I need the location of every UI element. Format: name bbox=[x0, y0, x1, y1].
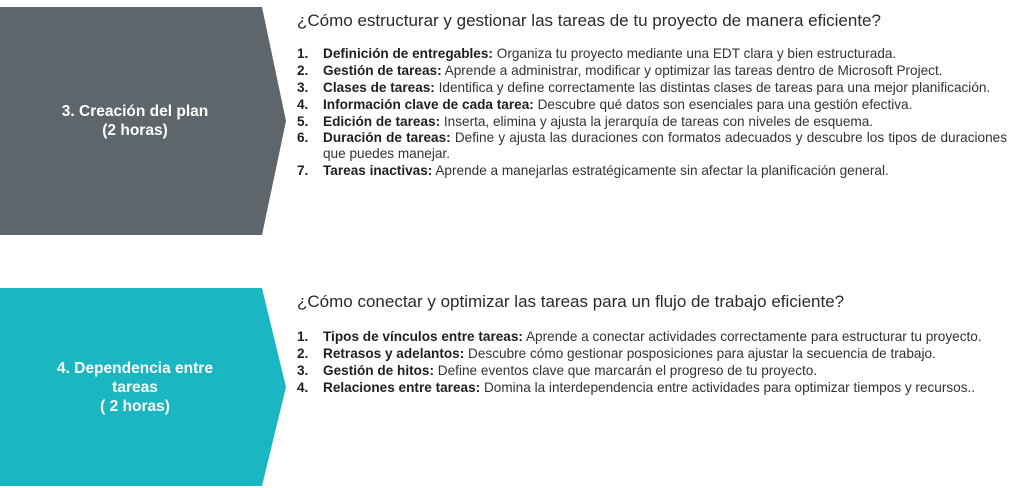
module-title-line: 4. Dependencia entre bbox=[57, 359, 213, 377]
item-text: Descubre cómo gestionar posposiciones para ajustar la secuencia de trabajo. bbox=[464, 345, 936, 361]
module-title bbox=[0, 7, 270, 235]
list-item bbox=[297, 46, 1007, 62]
item-number: 1. bbox=[297, 329, 309, 344]
module-title-line: tareas bbox=[112, 378, 158, 396]
module-creacion-plan bbox=[0, 7, 1024, 235]
item-term: Gestión de hitos: bbox=[323, 362, 435, 378]
item-number: 4. bbox=[297, 96, 309, 112]
item-number: 3. bbox=[297, 79, 309, 95]
chevron-banner bbox=[0, 288, 290, 486]
item-number: 2. bbox=[297, 345, 309, 361]
list-item bbox=[297, 380, 1007, 396]
item-text: Define y ajusta las duraciones con formatos adecuados y descubre los tipos de duraciones que puedes manejar. bbox=[323, 130, 1007, 162]
list-item bbox=[297, 63, 1007, 79]
module-content bbox=[297, 291, 1007, 397]
item-text: Descubre qué datos son esenciales para una gestión efectiva. bbox=[533, 96, 913, 112]
item-number: 2. bbox=[297, 62, 309, 78]
item-term: Duración de tareas: bbox=[323, 130, 451, 146]
item-number: 3. bbox=[297, 362, 309, 378]
item-term: Tipos de vínculos entre tareas: bbox=[323, 329, 523, 344]
item-term: Definición de entregables: bbox=[323, 46, 493, 61]
item-number: 1. bbox=[297, 46, 309, 61]
module-question: ¿Cómo conectar y optimizar las tareas para un flujo de trabajo eficiente? bbox=[297, 292, 845, 311]
module-title-line: (2 horas) bbox=[102, 122, 168, 139]
chevron-banner bbox=[0, 7, 290, 235]
list-item bbox=[297, 97, 1007, 113]
list-item bbox=[297, 163, 1007, 179]
list-item bbox=[297, 346, 1007, 362]
topic-list bbox=[297, 329, 1007, 395]
item-term: Tareas inactivas: bbox=[323, 162, 433, 178]
item-number: 7. bbox=[297, 162, 309, 178]
item-number: 4. bbox=[297, 379, 309, 395]
item-text: Domina la interdependencia entre actividades para optimizar tiempos y recursos.. bbox=[480, 379, 976, 395]
item-term: Relaciones entre tareas: bbox=[323, 379, 481, 395]
item-text: Define eventos clave que marcarán el progreso de tu proyecto. bbox=[434, 362, 818, 378]
module-content bbox=[297, 10, 1007, 180]
list-item bbox=[297, 114, 1007, 130]
item-text: Aprende a manejarlas estratégicamente sin afectar la planificación general. bbox=[432, 162, 889, 178]
item-text: Organiza tu proyecto mediante una EDT clara y bien estructurada. bbox=[492, 46, 897, 61]
module-title-line: ( 2 horas) bbox=[100, 397, 170, 415]
list-item bbox=[297, 363, 1007, 379]
topic-list bbox=[297, 46, 1007, 179]
list-item bbox=[297, 329, 1007, 345]
item-term: Información clave de cada tarea: bbox=[323, 96, 534, 112]
item-term: Gestión de tareas: bbox=[323, 62, 442, 78]
module-dependencia-tareas bbox=[0, 288, 1024, 486]
item-number: 5. bbox=[297, 113, 309, 129]
item-term: Edición de tareas: bbox=[323, 113, 441, 129]
module-title-line: 3. Creación del plan bbox=[61, 103, 209, 120]
item-text: Identifica y define correctamente las distintas clases de tareas para una mejor planificación. bbox=[434, 79, 991, 95]
item-text: Inserta, elimina y ajusta la jerarquía de tareas con niveles de esquema. bbox=[440, 113, 874, 129]
item-number: 6. bbox=[297, 130, 309, 146]
module-title bbox=[0, 288, 270, 486]
item-text: Aprende a conectar actividades correctamente para estructurar tu proyecto. bbox=[522, 329, 982, 344]
item-term: Clases de tareas: bbox=[323, 79, 435, 95]
module-question: ¿Cómo estructurar y gestionar las tareas de tu proyecto de manera eficiente? bbox=[297, 11, 881, 30]
item-text: Aprende a administrar, modificar y optimizar las tareas dentro de Microsoft Project. bbox=[441, 62, 943, 78]
list-item bbox=[297, 130, 1007, 161]
list-item bbox=[297, 80, 1007, 96]
item-term: Retrasos y adelantos: bbox=[323, 345, 465, 361]
